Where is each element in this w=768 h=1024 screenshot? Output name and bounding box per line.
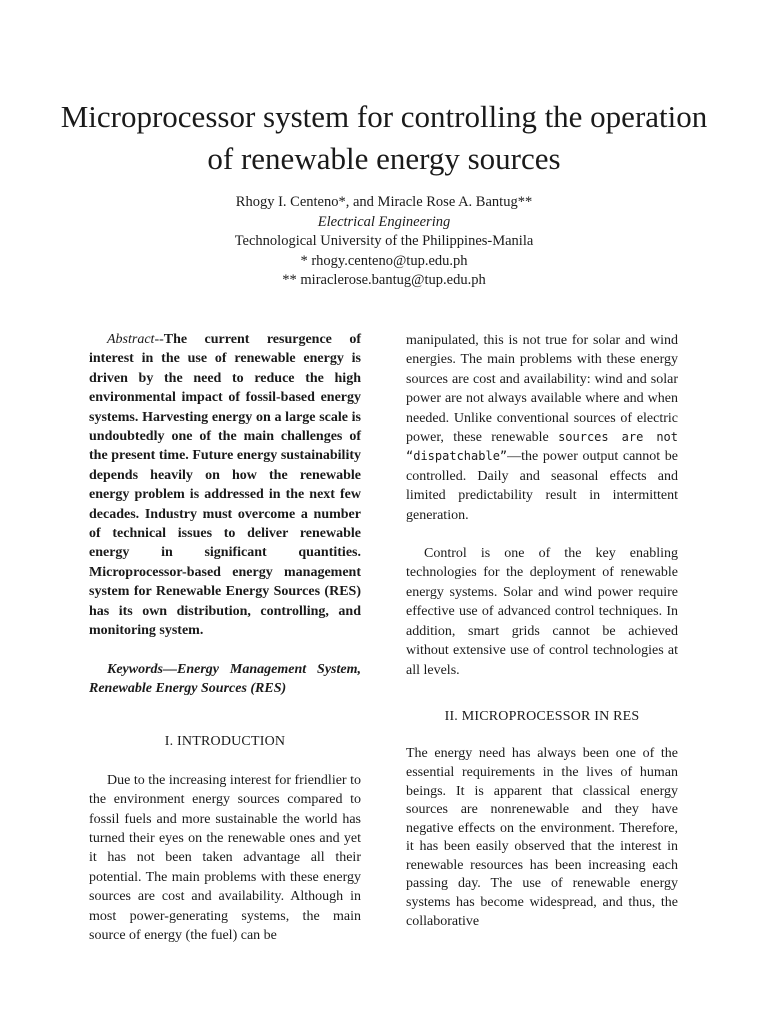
left-column xyxy=(89,330,361,945)
right-paragraph-1-mono: sources are not “dispatchable” xyxy=(406,430,678,464)
section-heading-microprocessor: II. MICROPROCESSOR IN RES xyxy=(444,708,640,724)
author-email-1: * rhogy.centeno@tup.edu.ph xyxy=(300,252,468,269)
author-department: Electrical Engineering xyxy=(317,213,451,230)
right-column xyxy=(406,331,678,931)
right-paragraph-2: Control is one of the key enabling technologies for the deployment of renewable energy systems. Solar and wind power require effective use of advanced control techniques. In addition, smart grids cannot be achieved without extensive use of control technologies at all levels. xyxy=(406,546,678,678)
section-heading-introduction: I. INTRODUCTION xyxy=(164,734,286,750)
paper-title: Microprocessor system for controlling the operation of renewable energy sources xyxy=(60,99,708,176)
right-paragraph-1 xyxy=(406,331,678,525)
author-affiliation: Technological University of the Philippines-Manila xyxy=(234,233,534,249)
right-paragraph-1-part-b: —the power output cannot be controlled. Daily and seasonal effects and limited predictability result in intermittent generation. xyxy=(406,449,678,523)
abstract xyxy=(89,330,361,641)
author-block xyxy=(84,193,684,291)
introduction-paragraph: Due to the increasing interest for friendlier to the environment energy sources compared to fossil fuels and more sustainable the world has turned their eyes on the renewable ones and yet it has not been taken advantage all their potential. The main problems with these energy sources are cost and availability. Although in most power-generating systems, the main source of energy (the fuel) can be xyxy=(89,772,361,943)
microprocessor-paragraph: The energy need has always been one of the essential requirements in the lives of human beings. It is apparent that classical energy sources are nonrenewable and they have negative effects on the environment. Therefore, it has been easily observed that the interest in renewable resources has been increasing each passing day. The use of renewable energy systems has become widespread, and thus, the collaborative xyxy=(406,746,678,929)
abstract-body: The current resurgence of interest in the use of renewable energy is driven by the need to reduce the high environmental impact of fossil-based energy systems. Harvesting energy on a large scale is undoubtedly one of the main challenges of the present time. Future energy sustainability depends heavily on how the renewable energy problem is addressed in the next few decades. Industry must overcome a number of technical issues to deliver renewable energy in significant quantities. Microprocessor-based energy management system for Renewable Energy Sources (RES) has its own distribution, controlling, and monitoring system. xyxy=(89,332,361,639)
keywords: Keywords—Energy Management System, Renewable Energy Sources (RES) xyxy=(89,661,361,696)
author-email-2: ** miraclerose.bantug@tup.edu.ph xyxy=(282,272,486,288)
right-paragraph-1-part-a: manipulated, this is not true for solar and wind energies. The main problems with these energy sources are cost and availability: wind and solar power are not always available where and when needed. Unlike conventional sources of electric power, these renewable xyxy=(406,333,678,446)
author-names: Rhogy I. Centeno*, and Miracle Rose A. Bantug** xyxy=(235,194,533,210)
abstract-lead: Abstract-- xyxy=(107,332,164,347)
